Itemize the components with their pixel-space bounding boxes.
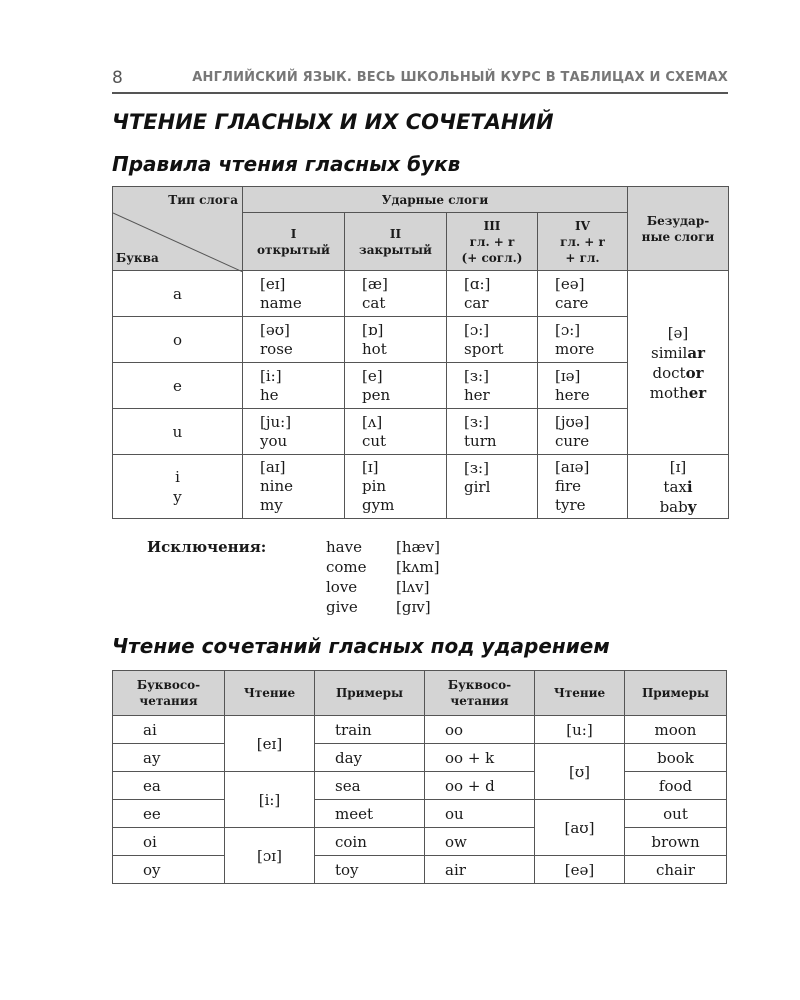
reading-cell: [з:] her xyxy=(447,363,538,409)
letter-cell: u xyxy=(113,409,243,455)
unstressed-word: taxi xyxy=(663,477,693,496)
exceptions-label: Исключения: xyxy=(147,538,267,556)
table-row: ai [eɪ] train oo [u:] moon xyxy=(113,716,727,744)
reading-cell: [eə] care xyxy=(538,271,628,317)
letter-cell: e xyxy=(113,363,243,409)
letter-label: Буква xyxy=(116,251,159,265)
reading-cell: [ʌ] cut xyxy=(345,409,447,455)
table-row: oi [ɔɪ] coin ow brown xyxy=(113,828,727,856)
column-header-vowel-r-vowel: IV гл. + r + гл. xyxy=(538,213,628,271)
reading-cell: [i:] he xyxy=(243,363,345,409)
unstressed-word: mother xyxy=(649,383,707,402)
reading-cell: [i:] xyxy=(225,772,315,828)
table-row: ee meet ou [aʊ] out xyxy=(113,800,727,828)
reading-cell: [aʊ] xyxy=(535,800,625,856)
reading-cell: [ɔ:] sport xyxy=(447,317,538,363)
column-header-combos: Буквосо- четания xyxy=(425,671,535,716)
reading-cell: [з:] turn xyxy=(447,409,538,455)
reading-cell: [ɒ] hot xyxy=(345,317,447,363)
unstressed-cell: [ɪ] taxi baby xyxy=(628,455,729,519)
exceptions-transcriptions: [hæv] [kʌm] [lʌv] [gɪv] xyxy=(396,538,440,616)
page-number: 8 xyxy=(112,68,123,88)
vowels-table xyxy=(112,186,729,519)
diagonal-header-cell xyxy=(113,187,243,271)
table-row: ea [i:] sea oo + d food xyxy=(113,772,727,800)
reading-cell: [u:] xyxy=(535,716,625,744)
reading-cell: [з:] girl xyxy=(447,455,538,519)
column-header-combos: Буквосо- четания xyxy=(113,671,225,716)
column-header-closed: II закрытый xyxy=(345,213,447,271)
letter-cell: a xyxy=(113,271,243,317)
reading-cell: [əʊ] rose xyxy=(243,317,345,363)
reading-cell: [ɪə] here xyxy=(538,363,628,409)
reading-cell: [aɪə] fire tyre xyxy=(538,455,628,519)
letter-cell: o xyxy=(113,317,243,363)
unstressed-header: Безудар- ные слоги xyxy=(628,187,729,271)
column-header-reading: Чтение xyxy=(225,671,315,716)
reading-cell: [eɪ] xyxy=(225,716,315,772)
page-header xyxy=(112,66,728,94)
column-header-open: I открытый xyxy=(243,213,345,271)
reading-cell: [eɪ] name xyxy=(243,271,345,317)
table-row xyxy=(113,455,729,519)
unstressed-cell: [ə] similar doctor mother xyxy=(628,271,729,455)
reading-cell: [aɪ] nine my xyxy=(243,455,345,519)
reading-cell: [æ] cat xyxy=(345,271,447,317)
reading-cell: [ʊ] xyxy=(535,744,625,800)
combinations-table xyxy=(112,670,727,884)
column-header-vowel-r: III гл. + r (+ согл.) xyxy=(447,213,538,271)
reading-cell: [e] pen xyxy=(345,363,447,409)
unstressed-word: similar xyxy=(651,343,705,362)
reading-cell: [ɔɪ] xyxy=(225,828,315,884)
table-row: oy toy air [eə] chair xyxy=(113,856,727,884)
column-header-examples: Примеры xyxy=(625,671,727,716)
reading-cell: [eə] xyxy=(535,856,625,884)
reading-cell: [jʊə] cure xyxy=(538,409,628,455)
table-row xyxy=(113,271,729,317)
reading-cell: [ɑ:] car xyxy=(447,271,538,317)
column-header-examples: Примеры xyxy=(315,671,425,716)
syllable-type-label: Тип слога xyxy=(168,193,238,207)
column-header-reading: Чтение xyxy=(535,671,625,716)
running-title: АНГЛИЙСКИЙ ЯЗЫК. ВЕСЬ ШКОЛЬНЫЙ КУРС В ТАБЛИЦАХ И СХЕМАХ xyxy=(192,70,728,85)
vowels-title: Правила чтения гласных букв xyxy=(112,152,461,176)
section-title: ЧТЕНИЕ ГЛАСНЫХ И ИХ СОЧЕТАНИЙ xyxy=(112,110,554,134)
reading-cell: [ju:] you xyxy=(243,409,345,455)
combinations-title: Чтение сочетаний гласных под ударением xyxy=(112,634,610,658)
reading-cell: [ɔ:] more xyxy=(538,317,628,363)
exceptions-words: have come love give xyxy=(326,538,367,616)
stressed-header: Ударные слоги xyxy=(243,187,628,213)
table-row: ay day oo + k [ʊ] book xyxy=(113,744,727,772)
unstressed-word: doctor xyxy=(652,363,704,382)
unstressed-word: baby xyxy=(659,497,697,516)
reading-cell: [ɪ] pin gym xyxy=(345,455,447,519)
letter-cell: i y xyxy=(113,455,243,519)
